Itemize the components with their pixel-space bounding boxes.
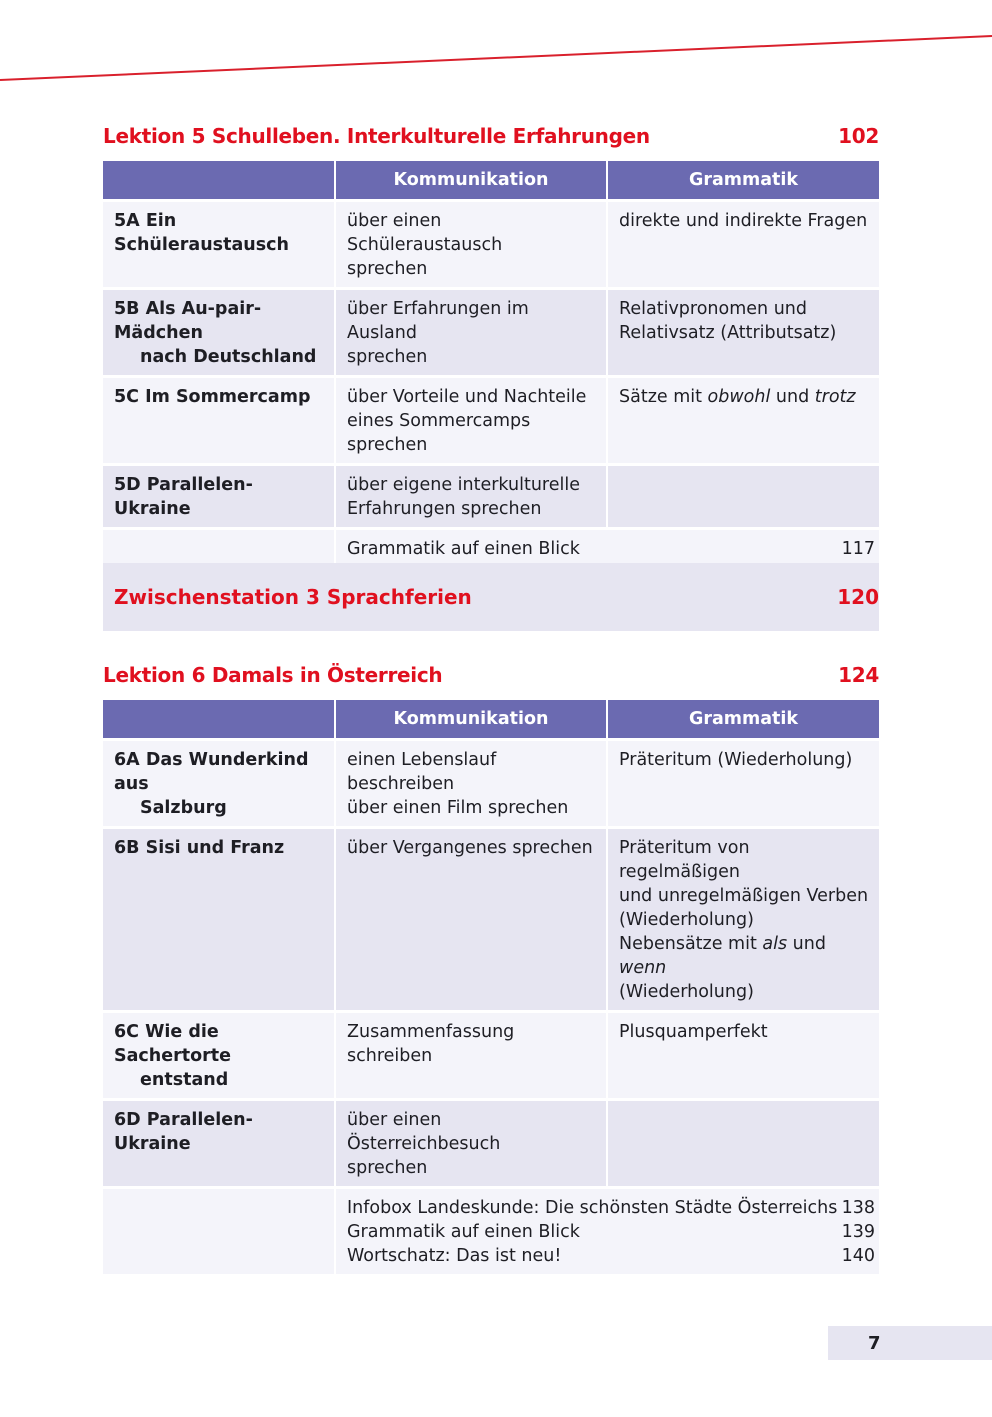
- unit-title-continued: entstand: [140, 1070, 229, 1090]
- unit-title: 6B Sisi und Franz: [114, 838, 285, 858]
- header-blank-cell: [103, 700, 334, 738]
- unit-title: 5D Parallelen-Ukraine: [114, 475, 253, 519]
- header-grammatik: Grammatik: [608, 161, 879, 199]
- kommunikation-text: über eigene interkulturelle: [347, 475, 580, 495]
- unit-title-continued: nach Deutschland: [140, 347, 317, 367]
- kommunikation-text: einen Lebenslauf beschreiben: [347, 750, 497, 794]
- kommunikation-text: über Vorteile und Nachteile: [347, 387, 587, 407]
- grammatik-text: Präteritum (Wiederholung): [619, 750, 853, 770]
- header-kommunikation: Kommunikation: [336, 161, 606, 199]
- grammatik-keyword: wenn: [619, 958, 667, 978]
- header-blank-cell: [103, 161, 334, 199]
- grammatik-keyword: trotz: [814, 387, 856, 407]
- page-number-box: [828, 1326, 992, 1360]
- grammatik-text: Relativsatz (Attributsatz): [619, 323, 837, 343]
- kommunikation-text: eines Sommercamps: [347, 411, 531, 431]
- table-row: [103, 466, 879, 527]
- grammatik-text-part: und: [770, 387, 815, 407]
- reference-item: [347, 1220, 875, 1244]
- table-row: [103, 1101, 879, 1186]
- lesson-5-heading: [103, 121, 879, 151]
- lesson-6-heading: [103, 660, 879, 690]
- reference-item: [347, 1244, 875, 1268]
- table-row: [103, 741, 879, 826]
- top-decorative-line: [0, 0, 992, 90]
- unit-title: 6A Das Wunderkind aus: [114, 750, 309, 794]
- table-row: [103, 290, 879, 375]
- lesson-5-page: 102: [838, 124, 879, 148]
- grammatik-text: Präteritum von regelmäßigen: [619, 838, 750, 882]
- grammatik-keyword: als: [762, 934, 788, 954]
- reference-item: [347, 537, 875, 561]
- grammatik-text: Plusquamperfekt: [619, 1022, 768, 1042]
- reference-page: 140: [841, 1246, 875, 1266]
- kommunikation-text: sprechen: [347, 1158, 428, 1178]
- lesson-6-table: [101, 697, 881, 1277]
- reference-row: [103, 1189, 879, 1274]
- unit-title: 6C Wie die Sachertorte: [114, 1022, 231, 1066]
- zwischenstation-title: Zwischenstation 3 Sprachferien: [114, 585, 472, 609]
- table-row: [103, 378, 879, 463]
- reference-page: 139: [841, 1222, 875, 1242]
- zwischenstation-banner: [103, 563, 879, 631]
- lesson-5-table: [101, 158, 881, 594]
- grammatik-text-part: Nebensätze mit: [619, 934, 763, 954]
- zwischenstation-page: 120: [837, 585, 879, 609]
- kommunikation-text: sprechen: [347, 347, 428, 367]
- kommunikation-text: sprechen: [347, 435, 428, 455]
- kommunikation-text: über einen Österreichbesuch: [347, 1110, 501, 1154]
- grammatik-text: (Wiederholung): [619, 910, 754, 930]
- kommunikation-text: über Erfahrungen im Ausland: [347, 299, 529, 343]
- header-kommunikation: Kommunikation: [336, 700, 606, 738]
- lesson-6-title: Lektion 6 Damals in Österreich: [103, 663, 443, 687]
- lesson-5-title: Lektion 5 Schulleben. Interkulturelle Erfahrungen: [103, 124, 650, 148]
- table-header-row: [103, 161, 879, 199]
- page-number: 7: [868, 1332, 881, 1354]
- grammatik-text: [619, 932, 869, 980]
- unit-title: 5C Im Sommercamp: [114, 387, 311, 407]
- kommunikation-text: über einen Schüleraustausch: [347, 211, 503, 255]
- reference-label: Grammatik auf einen Blick: [347, 1222, 580, 1242]
- kommunikation-text: sprechen: [347, 259, 428, 279]
- table-row: [103, 829, 879, 1010]
- lesson-6-page: 124: [838, 663, 879, 687]
- grammatik-text: [619, 385, 869, 409]
- unit-title: 5B Als Au-pair-Mädchen: [114, 299, 262, 343]
- reference-item: [347, 1196, 875, 1220]
- table-header-row: [103, 700, 879, 738]
- grammatik-text-part: Sätze mit: [619, 387, 708, 407]
- grammatik-text: (Wiederholung): [619, 982, 754, 1002]
- table-row: [103, 202, 879, 287]
- unit-title: 6D Parallelen-Ukraine: [114, 1110, 253, 1154]
- reference-label: Infobox Landeskunde: Die schönsten Städte Österreichs: [347, 1198, 838, 1218]
- reference-label: Grammatik auf einen Blick: [347, 539, 580, 559]
- kommunikation-text: Zusammenfassung schreiben: [347, 1022, 515, 1066]
- unit-title-continued: Salzburg: [140, 798, 227, 818]
- kommunikation-text: Erfahrungen sprechen: [347, 499, 542, 519]
- reference-page: 117: [841, 539, 875, 559]
- grammatik-text: direkte und indirekte Fragen: [619, 211, 868, 231]
- grammatik-text-part: und: [787, 934, 826, 954]
- table-row: [103, 1013, 879, 1098]
- grammatik-text: Relativpronomen und: [619, 299, 807, 319]
- grammatik-keyword: obwohl: [707, 387, 771, 407]
- unit-title: 5A Ein Schüleraustausch: [114, 211, 289, 255]
- kommunikation-text: über einen Film sprechen: [347, 798, 569, 818]
- reference-label: Wortschatz: Das ist neu!: [347, 1246, 562, 1266]
- reference-page: 138: [841, 1198, 875, 1218]
- grammatik-text: und unregelmäßigen Verben: [619, 886, 869, 906]
- header-grammatik: Grammatik: [608, 700, 879, 738]
- kommunikation-text: über Vergangenes sprechen: [347, 838, 593, 858]
